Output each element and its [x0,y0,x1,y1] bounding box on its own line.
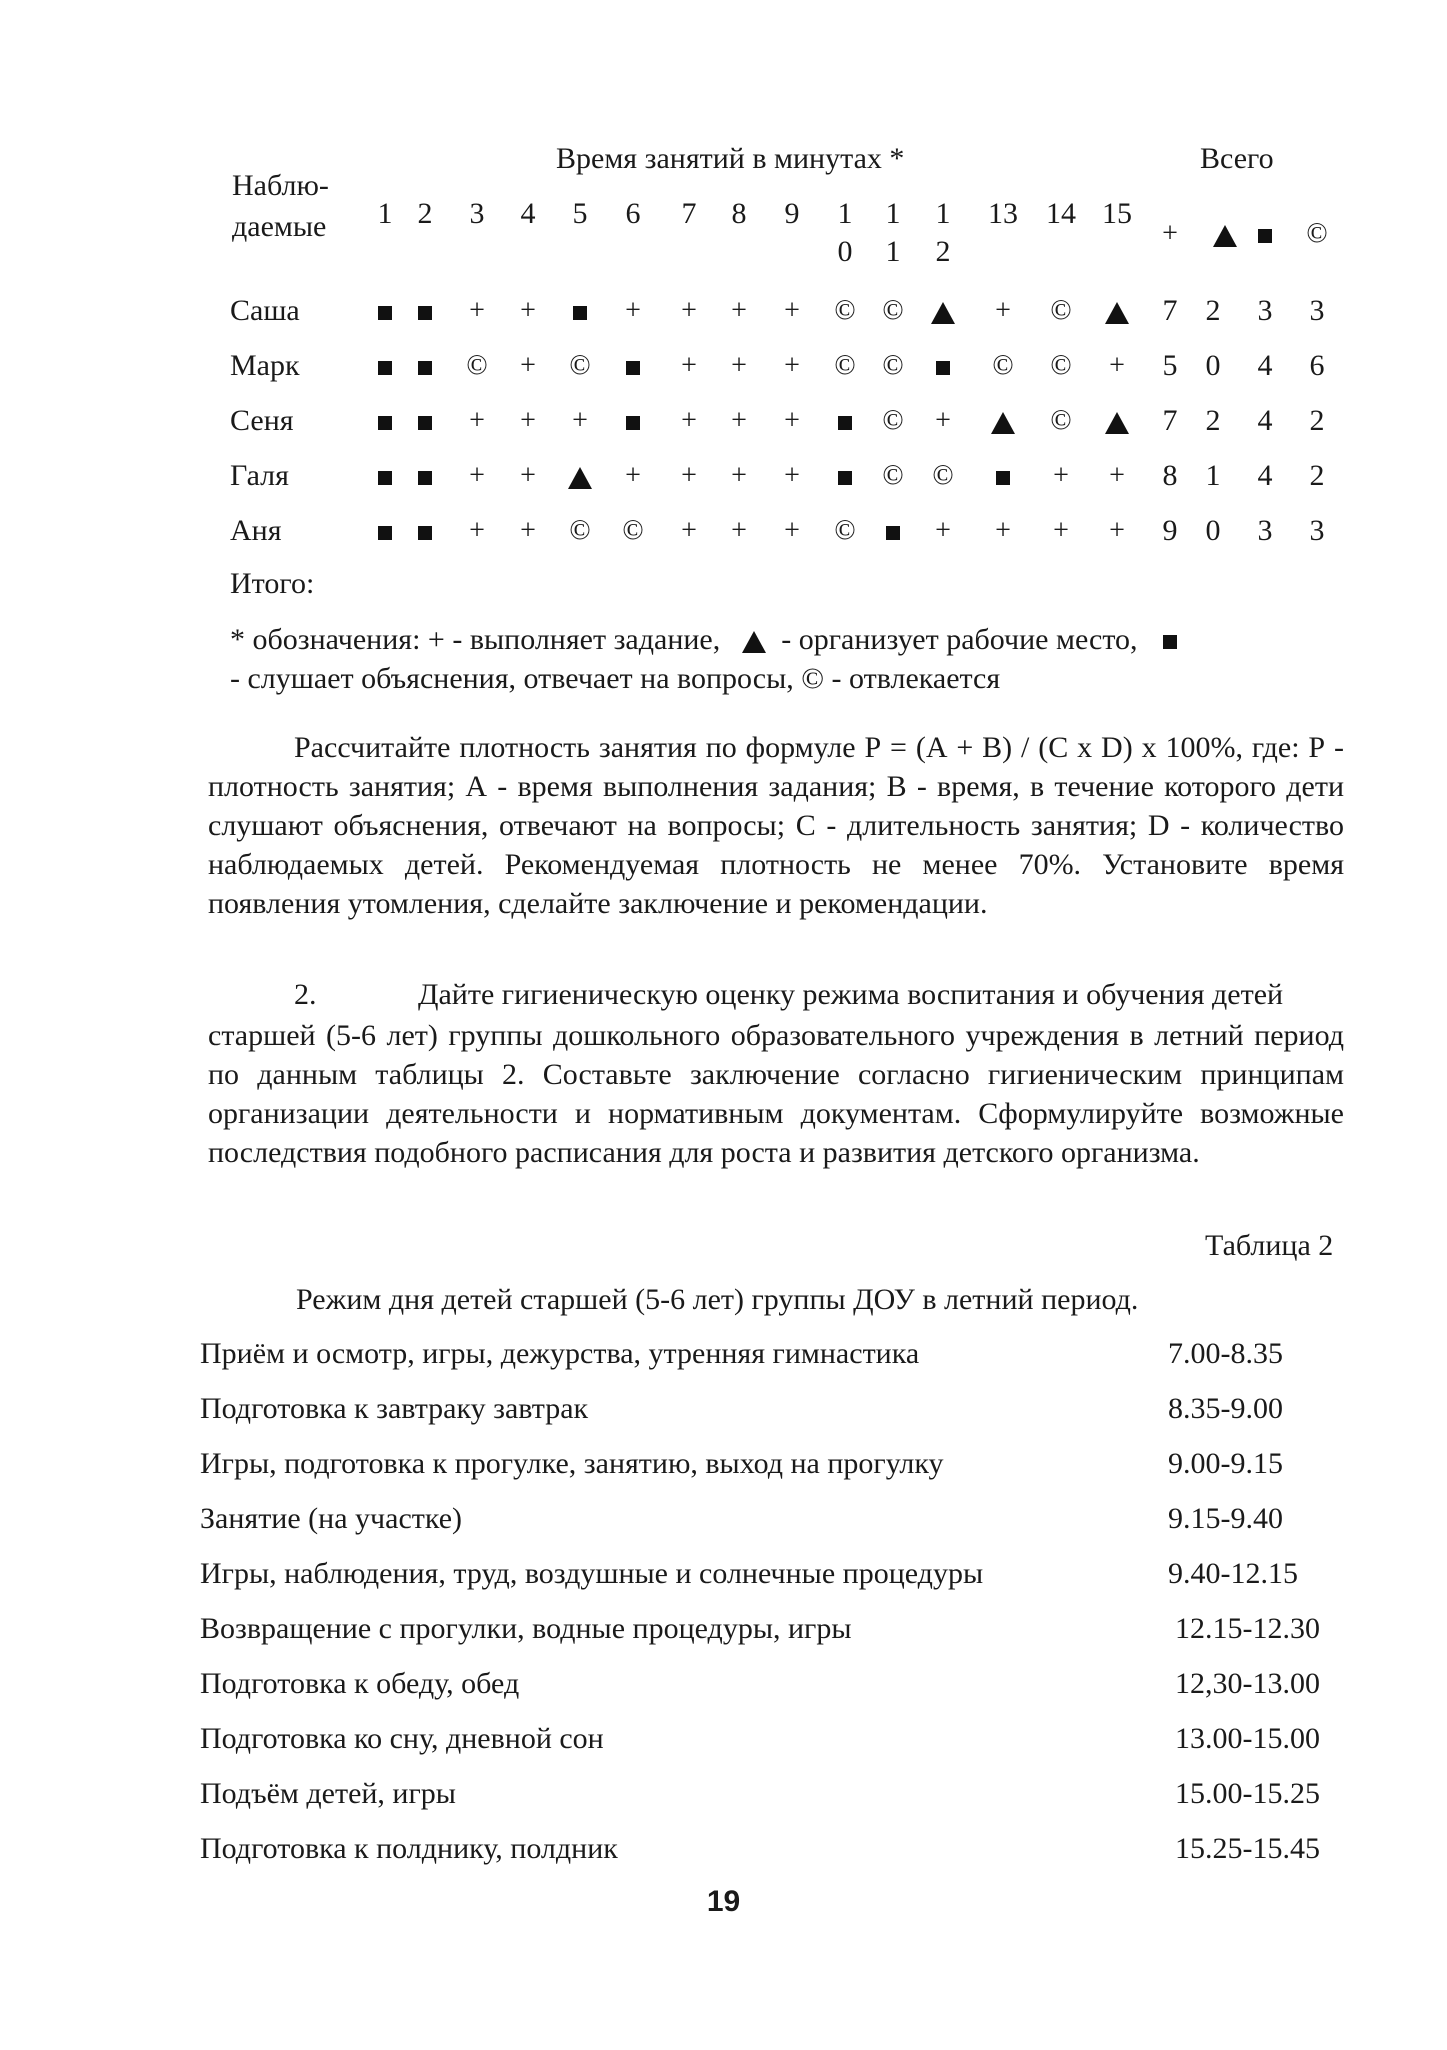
row-total: 8 [1162,459,1178,492]
row-2-min-14-copyright-icon: © [1050,350,1072,381]
row-4-min-1-square-icon [365,458,405,494]
row-1-min-4-plus-icon: + [520,295,536,326]
row-total: 4 [1257,349,1273,382]
table1-minutes-header: Время занятий в минутах * [556,142,905,175]
legend-line1-b: - организует рабочие место, [781,623,1138,656]
row-3-min-1-square-icon [365,403,405,439]
row-2-min-1-square-icon [365,348,405,384]
page-number: 19 [706,1885,741,1918]
row-1-min-10-copyright-icon: © [834,295,856,326]
row-2-min-7-plus-icon: + [681,350,697,381]
row-4-min-8-plus-icon: + [731,460,747,491]
minute-col-4: 4 [520,197,536,230]
row-5-min-15-plus-icon: + [1109,515,1125,546]
row-3-min-8-plus-icon: + [731,405,747,436]
minute-col-7: 7 [681,197,697,230]
row-3-min-3-plus-icon: + [469,405,485,436]
row-total: 7 [1162,294,1178,327]
row-3-min-10-square-icon [825,403,865,439]
row-2-min-15-plus-icon: + [1109,350,1125,381]
row-3-min-13-triangle-icon [983,403,1023,439]
row-5-min-11-square-icon [873,513,913,549]
row-total: 5 [1162,349,1178,382]
row-5-min-14-plus-icon: + [1053,515,1069,546]
row-3-min-5-plus-icon: + [572,405,588,436]
row-1-min-11-copyright-icon: © [882,295,904,326]
row-2-min-6-square-icon [613,348,653,384]
schedule-time: 9.40-12.15 [1168,1557,1298,1590]
row-1-min-12-triangle-icon [923,293,963,329]
schedule-time: 15.00-15.25 [1175,1777,1320,1810]
row-total: 2 [1205,294,1221,327]
row-1-min-15-triangle-icon [1097,293,1137,329]
legend-line1-a: * обозначения: + - выполняет задание, [230,623,721,656]
row-1-min-14-copyright-icon: © [1050,295,1072,326]
row-total: 0 [1205,349,1221,382]
row-5-min-6-copyright-icon: © [622,515,644,546]
schedule-activity: Подготовка к полднику, полдник [200,1832,618,1865]
paragraph-formula: Рассчитайте плотность занятия по формуле Р = (А + В) / (С х D) х 100%, где: Р - плотность занятия; А - время выполнения задания; В - время, в течение которого дети слушают объяснения, отвечают на вопросы; С - длительность занятия; D - количество наблюдаемых детей. Рекомендуемая плотность не менее 70%. Установите время появления утомления, сделайте заключение и рекомендации. [208,731,1344,920]
row-4-min-15-plus-icon: + [1109,460,1125,491]
minute-col-6: 6 [625,197,641,230]
row-5-min-7-plus-icon: + [681,515,697,546]
row-2-min-3-copyright-icon: © [466,350,488,381]
row-5-min-9-plus-icon: + [784,515,800,546]
minute-col-1: 1 [377,197,393,230]
row-1-min-3-plus-icon: + [469,295,485,326]
schedule-time: 9.15-9.40 [1168,1502,1283,1535]
row-name: Саша [230,294,300,327]
row-1-min-2-square-icon [405,293,445,329]
row-4-min-11-copyright-icon: © [882,460,904,491]
row-5-min-4-plus-icon: + [520,515,536,546]
row-total: 3 [1309,514,1325,547]
row-3-min-11-copyright-icon: © [882,405,904,436]
row-4-min-14-plus-icon: + [1053,460,1069,491]
schedule-activity: Приём и осмотр, игры, дежурства, утренняя гимнастика [200,1337,920,1370]
row-2-min-2-square-icon [405,348,445,384]
row-1-min-9-plus-icon: + [784,295,800,326]
schedule-time: 12,30-13.00 [1175,1667,1320,1700]
row-4-min-9-plus-icon: + [784,460,800,491]
row-total: 4 [1257,404,1273,437]
row-name: Аня [230,514,282,547]
schedule-activity: Подготовка к обеду, обед [200,1667,520,1700]
row-1-min-1-square-icon [365,293,405,329]
schedule-activity: Подготовка к завтраку завтрак [200,1392,589,1425]
total-col-1-plus-icon: + [1162,218,1178,249]
row-total: 1 [1205,459,1221,492]
schedule-activity: Возвращение с прогулки, водные процедуры, игры [200,1612,852,1645]
row-1-min-7-plus-icon: + [681,295,697,326]
row-2-min-8-plus-icon: + [731,350,747,381]
minute-col-11-second-digit: 1 [885,235,901,268]
row-total: 9 [1162,514,1178,547]
minute-col-15: 15 [1102,197,1132,230]
schedule-time: 12.15-12.30 [1175,1612,1320,1645]
row-3-min-2-square-icon [405,403,445,439]
task2-number: 2. [294,978,317,1011]
row-5-min-8-plus-icon: + [731,515,747,546]
row-2-min-11-copyright-icon: © [882,350,904,381]
row-total: 0 [1205,514,1221,547]
triangle-icon [742,622,766,658]
row-total: 3 [1257,514,1273,547]
schedule-time: 8.35-9.00 [1168,1392,1283,1425]
row-4-min-5-triangle-icon [560,458,600,494]
row-4-min-12-copyright-icon: © [932,460,954,491]
row-2-min-10-copyright-icon: © [834,350,856,381]
row-5-min-13-plus-icon: + [995,515,1011,546]
row-name: Галя [230,459,289,492]
row-5-min-2-square-icon [405,513,445,549]
row-5-min-3-plus-icon: + [469,515,485,546]
row-4-min-2-square-icon [405,458,445,494]
table1-observed-label-2: даемые [232,210,327,243]
row-1-min-8-plus-icon: + [731,295,747,326]
row-3-min-15-triangle-icon [1097,403,1137,439]
row-total: 2 [1205,404,1221,437]
row-3-min-14-copyright-icon: © [1050,405,1072,436]
table1-total-header: Всего [1200,142,1274,175]
row-3-min-6-square-icon [613,403,653,439]
total-col-3-square-icon [1245,216,1285,252]
schedule-activity: Подъём детей, игры [200,1777,456,1810]
schedule-time: 9.00-9.15 [1168,1447,1283,1480]
task2-text: старшей (5-6 лет) группы дошкольного образовательного учреждения в летний период по данным таблицы 2. Составьте заключение согласно гигиеническим принципам организации деятельности и нормативным документам. Сформулируйте возможные последствия подобного расписания для роста и развития детского организма. [208,1019,1344,1169]
schedule-activity: Подготовка ко сну, дневной сон [200,1722,604,1755]
schedule-time: 7.00-8.35 [1168,1337,1283,1370]
row-4-min-6-plus-icon: + [625,460,641,491]
total-col-4-copyright-icon: © [1306,218,1328,249]
row-name: Сеня [230,404,294,437]
square-icon [1163,622,1177,658]
row-total: 6 [1309,349,1325,382]
minute-col-13: 13 [988,197,1018,230]
row-total: 3 [1257,294,1273,327]
legend-line2: - слушает объяснения, отвечает на вопросы, © - отвлекается [230,662,1001,695]
row-total: 2 [1309,459,1325,492]
minute-col-10: 1 [837,197,853,230]
schedule-time: 13.00-15.00 [1175,1722,1320,1755]
row-5-min-1-square-icon [365,513,405,549]
minute-col-9: 9 [784,197,800,230]
minute-col-14: 14 [1046,197,1076,230]
row-3-min-7-plus-icon: + [681,405,697,436]
table1-observed-label-1: Наблю- [232,169,329,202]
minute-col-11: 1 [885,197,901,230]
minute-col-12: 1 [935,197,951,230]
row-5-min-12-plus-icon: + [935,515,951,546]
row-total: 3 [1309,294,1325,327]
row-1-min-6-plus-icon: + [625,295,641,326]
schedule-activity: Игры, подготовка к прогулке, занятию, выход на прогулку [200,1447,944,1480]
row-total: 2 [1309,404,1325,437]
minute-col-12-second-digit: 2 [935,235,951,268]
row-2-min-12-square-icon [923,348,963,384]
schedule-activity: Игры, наблюдения, труд, воздушные и солнечные процедуры [200,1557,984,1590]
legend-line1 [230,622,1177,658]
minute-col-5: 5 [572,197,588,230]
row-4-min-3-plus-icon: + [469,460,485,491]
table2-title: Режим дня детей старшей (5-6 лет) группы ДОУ в летний период. [296,1283,1139,1316]
row-2-min-13-copyright-icon: © [992,350,1014,381]
row-2-min-9-plus-icon: + [784,350,800,381]
row-3-min-4-plus-icon: + [520,405,536,436]
row-3-min-9-plus-icon: + [784,405,800,436]
row-5-min-10-copyright-icon: © [834,515,856,546]
schedule-time: 15.25-15.45 [1175,1832,1320,1865]
row-1-min-13-plus-icon: + [995,295,1011,326]
row-total: 4 [1257,459,1273,492]
row-3-min-12-plus-icon: + [935,405,951,436]
table1-itogo: Итого: [230,567,315,600]
row-2-min-4-plus-icon: + [520,350,536,381]
row-4-min-7-plus-icon: + [681,460,697,491]
row-total: 7 [1162,404,1178,437]
total-col-2-triangle-icon [1205,216,1245,252]
schedule-activity: Занятие (на участке) [200,1502,463,1535]
row-4-min-4-plus-icon: + [520,460,536,491]
minute-col-2: 2 [417,197,433,230]
row-1-min-5-square-icon [560,293,600,329]
row-2-min-5-copyright-icon: © [569,350,591,381]
row-name: Марк [230,349,300,382]
row-5-min-5-copyright-icon: © [569,515,591,546]
minute-col-3: 3 [469,197,485,230]
table2-label: Таблица 2 [1205,1229,1334,1262]
minute-col-10-second-digit: 0 [837,235,853,268]
minute-col-8: 8 [731,197,747,230]
row-4-min-10-square-icon [825,458,865,494]
row-4-min-13-square-icon [983,458,1023,494]
task2-first-line: Дайте гигиеническую оценку режима воспитания и обучения детей [418,978,1284,1011]
